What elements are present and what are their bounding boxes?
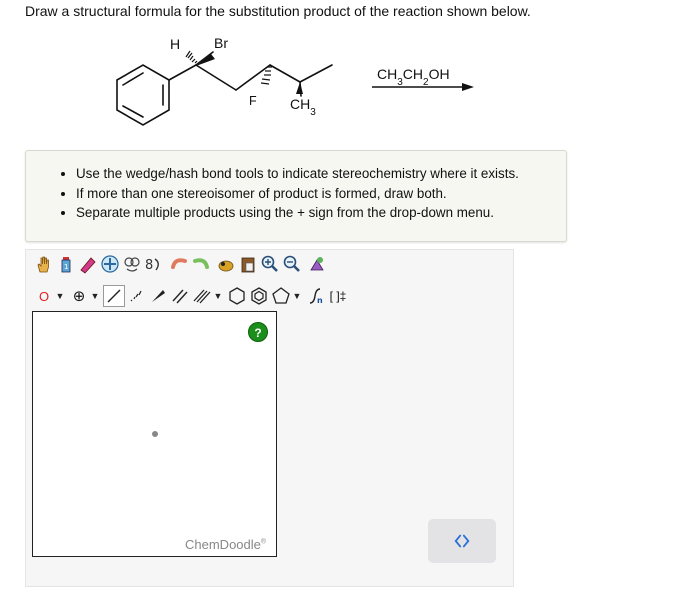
hash-bond-h [186,51,197,63]
brand-mark: ® [260,538,267,546]
flask-icon[interactable] [55,253,77,275]
instruction-item: • If more than one stereoisomer of product is formed, draw both. [76,184,566,204]
benzene-tool[interactable] [248,285,270,307]
svg-text:1: 1 [64,263,69,271]
question-prompt: Draw a structural formula for the substitution product of the reaction shown below. [25,3,531,19]
bond-dropdown-arrow[interactable]: ▼ [213,291,223,301]
group-bracket-button[interactable]: [ ]‡ [329,289,347,303]
instructions-list [26,151,566,223]
help-button[interactable]: ? [248,322,268,342]
wedge-bond-tool[interactable] [147,285,169,307]
brand-name: ChemDoodle [185,537,261,552]
zoom-in-icon[interactable] [259,253,281,275]
label-reagent: $CH_3CH_2OH$ [377,66,450,88]
toolbar-row-1 [33,253,328,275]
triple-bond-tool[interactable] [191,285,213,307]
instruction-item: • Separate multiple products using the + sign from the drop-down menu. [76,203,566,223]
label-f: F [249,94,257,108]
eraser-icon[interactable] [77,253,99,275]
label-br: Br [214,35,228,51]
undo-icon[interactable] [168,253,190,275]
clean-icon[interactable] [306,253,328,275]
paste-icon[interactable] [237,253,259,275]
arrow-head [462,83,474,91]
hand-icon[interactable] [33,253,55,275]
benzene-ring [117,65,169,125]
svg-text:n: n [317,296,323,305]
label-ch3: $CH_3$ [290,96,316,118]
copy-icon[interactable] [215,253,237,275]
reaction-scheme [0,0,700,140]
toolbar-row-2 [33,285,349,307]
chemdoodle-brand [185,537,266,552]
cyclopentane-tool[interactable] [270,285,292,307]
angle-brackets-icon [453,532,471,550]
wedge-bond-br [196,54,215,66]
sgroup-icon[interactable] [305,285,327,307]
double-bond-tool[interactable] [169,285,191,307]
svg-text:8: 8 [145,258,154,273]
atom-ring-icon[interactable] [121,253,143,275]
element-dropdown-arrow[interactable]: ▼ [55,291,65,301]
label-h: H [170,36,181,52]
redo-icon[interactable] [190,253,212,275]
hash-bond-tool[interactable] [125,285,147,307]
zoom-out-icon[interactable] [281,253,303,275]
ring-dropdown-arrow[interactable]: ▼ [292,291,302,301]
instructions-box [25,150,567,242]
canvas-cursor-dot [152,431,158,437]
single-bond-tool[interactable] [103,285,125,307]
cyclohexane-tool[interactable] [226,285,248,307]
wedge-bond-ch3 [296,82,303,94]
instruction-item: • Use the wedge/hash bond tools to indicate stereochemistry where it exists. [76,164,566,184]
charge-button[interactable]: ⊕ [72,288,86,305]
charge-dropdown-arrow[interactable]: ▼ [90,291,100,301]
element-button[interactable]: O [38,288,50,304]
ring-template-icon[interactable] [99,253,121,275]
code-toggle-button[interactable] [428,519,496,563]
chain-icon[interactable] [143,253,165,275]
